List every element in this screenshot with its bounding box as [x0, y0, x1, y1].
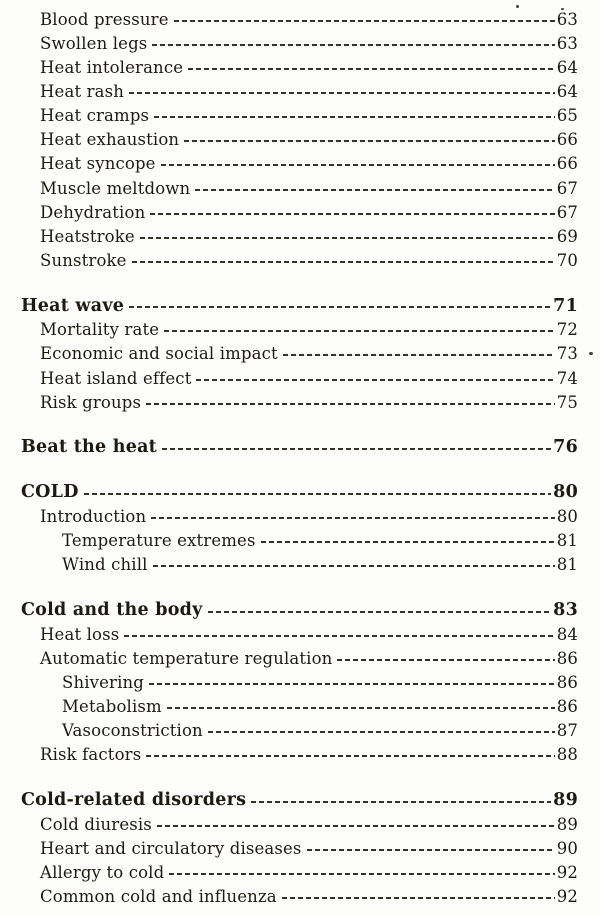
- toc-entry-label: Heatstroke: [40, 226, 135, 246]
- toc-entry-page-number: 92: [556, 887, 578, 907]
- toc-entry-page-number: 72: [556, 320, 578, 340]
- toc-entry-page-number: 75: [556, 392, 578, 412]
- dashed-leader: [150, 213, 554, 215]
- toc-entry: [21, 836, 578, 860]
- scan-speck: [589, 352, 593, 355]
- toc-entry: [21, 294, 578, 318]
- toc-entry-label: Heat loss: [40, 624, 120, 644]
- dashed-leader: [161, 164, 555, 166]
- dashed-leader: [167, 707, 555, 709]
- toc-entry: [21, 743, 578, 767]
- toc-entry: [21, 176, 578, 200]
- toc-entry-label: Blood pressure: [40, 9, 169, 29]
- dashed-leader: [129, 92, 555, 94]
- dashed-leader: [195, 189, 554, 191]
- toc-entry-page-number: 88: [556, 745, 578, 765]
- toc-entry-label: Temperature extremes: [62, 531, 256, 551]
- toc-entry: [21, 224, 578, 248]
- dashed-leader: [157, 825, 555, 827]
- toc-entry-page-number: 81: [556, 531, 578, 551]
- toc-entry-label: Cold diuresis: [40, 814, 152, 834]
- dashed-leader: [283, 354, 555, 356]
- toc-entry: [21, 435, 578, 459]
- toc-entry: [21, 788, 578, 812]
- toc-entry-label: Automatic temperature regulation: [40, 648, 333, 668]
- toc-entry: [21, 366, 578, 390]
- dashed-leader: [251, 801, 551, 803]
- toc-entry-label: Heat exhaustion: [40, 130, 180, 150]
- toc-entry-page-number: 69: [556, 226, 578, 246]
- toc-entry-label: Heat island effect: [40, 368, 192, 388]
- toc-entry-label: Shivering: [62, 672, 144, 692]
- toc-entry-page-number: 87: [556, 721, 578, 741]
- toc-entry-label: Allergy to cold: [40, 862, 165, 882]
- toc-entry: [21, 529, 578, 553]
- toc-entry-label: Vasoconstriction: [62, 721, 203, 741]
- toc-entry: [21, 695, 578, 719]
- toc-entry-page-number: 86: [556, 697, 578, 717]
- dashed-leader: [208, 731, 555, 733]
- toc-entry-page-number: 80: [553, 482, 578, 503]
- toc-entry-label: Swollen legs: [40, 33, 148, 53]
- toc-entry-page-number: 89: [556, 814, 578, 834]
- toc-entry-label: Cold-related disorders: [21, 790, 247, 810]
- toc-entry: [21, 598, 578, 622]
- toc-entry-label: Sunstroke: [40, 250, 127, 270]
- toc-entry-page-number: 89: [553, 790, 578, 810]
- toc-entry-label: Heat cramps: [40, 106, 150, 126]
- toc-entry-label: Wind chill: [62, 555, 148, 575]
- toc-entry-page-number: 80: [556, 507, 578, 527]
- dashed-leader: [261, 541, 555, 543]
- toc-entry: [21, 128, 578, 152]
- toc-entry: [21, 55, 578, 79]
- toc-entry-page-number: 74: [556, 368, 578, 388]
- toc-entry-label: COLD: [21, 482, 79, 503]
- toc-entry-label: Metabolism: [62, 697, 162, 717]
- toc-entry-label: Heat wave: [21, 295, 125, 316]
- toc-entry-page-number: 86: [556, 648, 578, 668]
- toc-entry-page-number: 65: [556, 106, 578, 126]
- dashed-leader: [164, 330, 555, 332]
- toc-entry: [21, 152, 578, 176]
- toc-entry-page-number: 92: [556, 862, 578, 882]
- dashed-leader: [174, 20, 555, 22]
- toc-entry: [21, 79, 578, 103]
- dashed-leader: [169, 873, 554, 875]
- toc-entry-label: Introduction: [40, 507, 147, 527]
- dashed-leader: [154, 116, 555, 118]
- dashed-leader: [153, 565, 555, 567]
- toc-entry-label: Cold and the body: [21, 600, 203, 621]
- dashed-leader: [132, 261, 555, 263]
- dashed-leader: [337, 659, 554, 661]
- dashed-leader: [196, 379, 554, 381]
- toc-entry: [21, 104, 578, 128]
- toc-entry-label: Economic and social impact: [40, 344, 278, 364]
- toc-entry-page-number: 63: [556, 33, 578, 53]
- toc-entry-page-number: 81: [556, 555, 578, 575]
- toc-entry-page-number: 66: [556, 130, 578, 150]
- toc-entry-page-number: 76: [553, 437, 578, 458]
- toc-entry: [21, 480, 578, 504]
- toc-entry: [21, 7, 578, 31]
- dashed-leader: [188, 68, 555, 70]
- toc-entry-page-number: 66: [556, 154, 578, 174]
- toc-entry: [21, 318, 578, 342]
- toc-entry-label: Heat intolerance: [40, 57, 184, 77]
- toc-entry: [21, 646, 578, 670]
- toc-entry-label: Common cold and influenza: [40, 887, 277, 907]
- toc-entry-label: Heat syncope: [40, 154, 156, 174]
- dashed-leader: [146, 403, 555, 405]
- toc-entry-page-number: 73: [556, 344, 578, 364]
- dashed-leader: [307, 849, 555, 851]
- toc-entry-page-number: 67: [556, 202, 578, 222]
- toc-entry-page-number: 90: [556, 838, 578, 858]
- dashed-leader: [282, 897, 555, 899]
- toc-entry: [21, 31, 578, 55]
- toc-entry-label: Risk factors: [40, 745, 142, 765]
- toc-entry-page-number: 64: [556, 57, 578, 77]
- toc-entry-label: Heart and circulatory diseases: [40, 838, 302, 858]
- toc-entry-page-number: 70: [556, 250, 578, 270]
- toc-entry-page-number: 67: [556, 178, 578, 198]
- toc-entry-page-number: 64: [556, 81, 578, 101]
- toc-entry: [21, 505, 578, 529]
- toc-entry-page-number: 86: [556, 672, 578, 692]
- toc-entry: [21, 885, 578, 909]
- dashed-leader: [146, 755, 554, 757]
- scan-speck: [516, 5, 519, 8]
- toc-entry: [21, 670, 578, 694]
- toc-entry-page-number: 71: [553, 295, 578, 316]
- toc-entry: [21, 390, 578, 414]
- toc-entry: [21, 553, 578, 577]
- dashed-leader: [124, 635, 554, 637]
- dashed-leader: [84, 493, 551, 495]
- dashed-leader: [149, 683, 555, 685]
- toc-entry-label: Mortality rate: [40, 320, 160, 340]
- toc-entry: [21, 248, 578, 272]
- toc-entry-label: Heat rash: [40, 81, 125, 101]
- dashed-leader: [184, 140, 554, 142]
- dashed-leader: [140, 237, 555, 239]
- dashed-leader: [152, 44, 554, 46]
- toc-entry-label: Beat the heat: [21, 437, 158, 458]
- toc-entry: [21, 342, 578, 366]
- scan-speck: [561, 8, 564, 10]
- toc-entry-page-number: 63: [556, 9, 578, 29]
- dashed-leader: [129, 306, 551, 308]
- toc-entry-label: Risk groups: [40, 392, 142, 412]
- toc-entry: [21, 860, 578, 884]
- dashed-leader: [162, 448, 551, 450]
- toc-entry: [21, 622, 578, 646]
- dashed-leader: [208, 611, 552, 613]
- toc-entry-label: Muscle meltdown: [40, 178, 191, 198]
- toc-entry-page-number: 84: [556, 624, 578, 644]
- dashed-leader: [151, 517, 554, 519]
- toc-entry-page-number: 83: [553, 600, 578, 621]
- toc-entry: [21, 719, 578, 743]
- toc-entry-label: Dehydration: [40, 202, 146, 222]
- toc-entry: [21, 200, 578, 224]
- toc-entry: [21, 812, 578, 836]
